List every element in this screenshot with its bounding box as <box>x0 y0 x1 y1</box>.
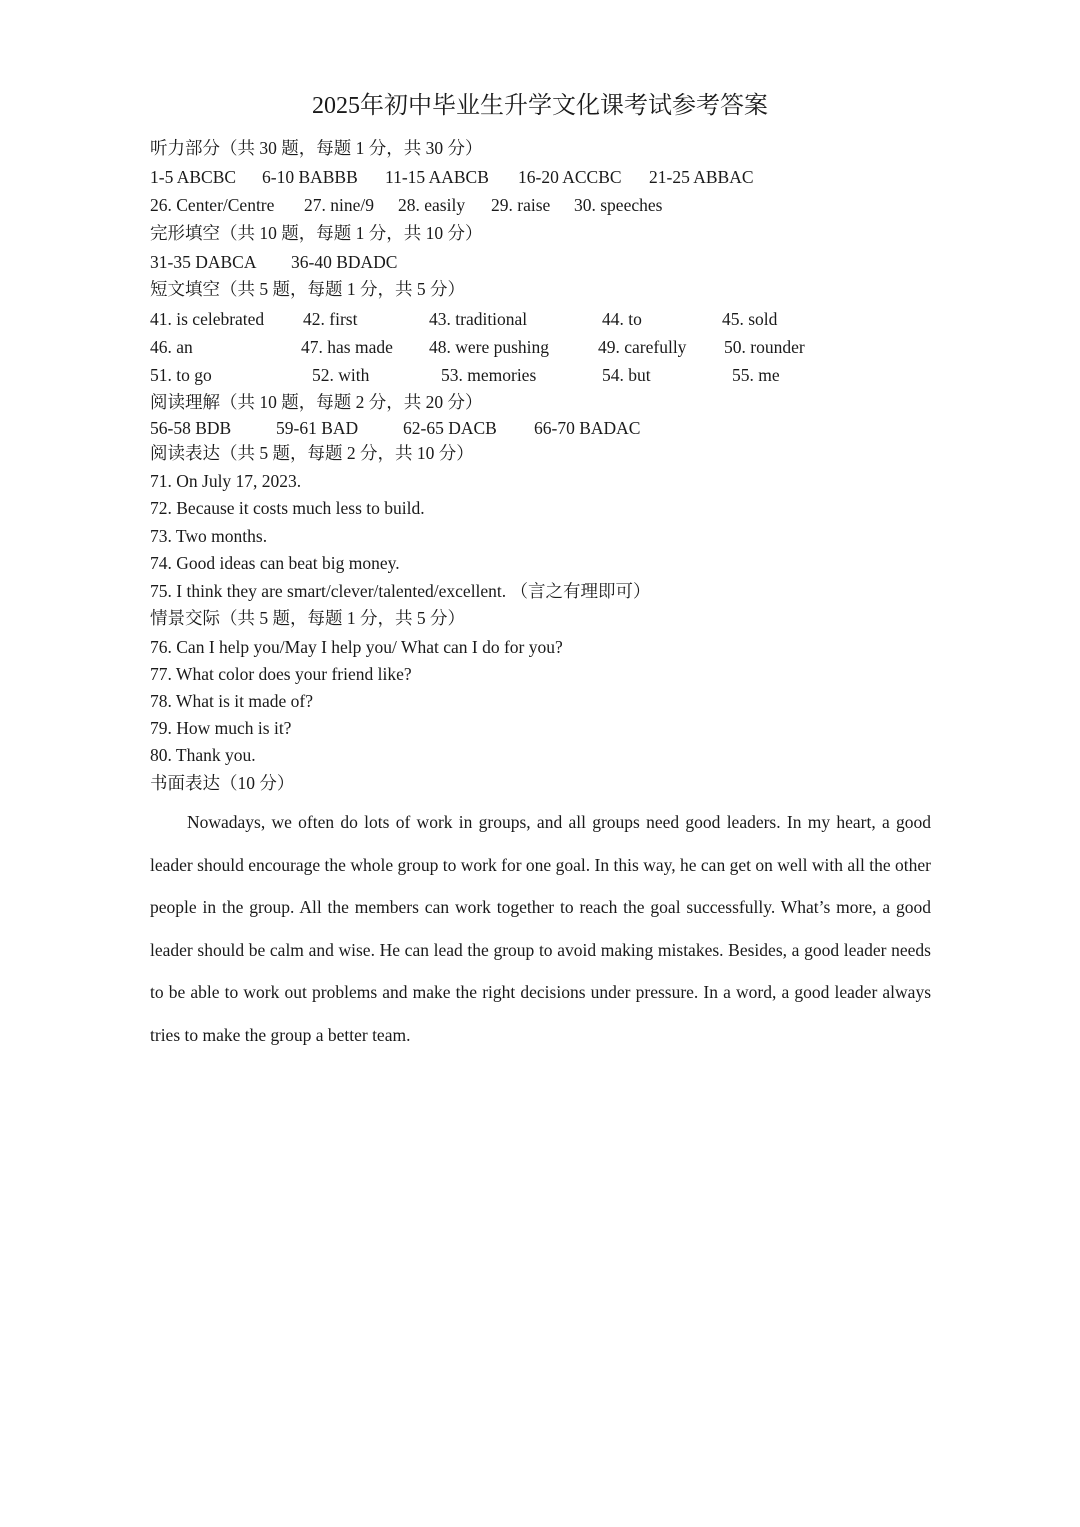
answer-line: 76. Can I help you/May I help you/ What can I do for you? <box>150 637 563 657</box>
answer-item: 26. Center/Centre <box>150 195 275 215</box>
answer-item: 51. to go <box>150 365 212 385</box>
answer-item: 53. memories <box>441 365 537 385</box>
answer-line: 71. On July 17, 2023. <box>150 471 302 491</box>
answer-item: 43. traditional <box>429 309 528 329</box>
section-heading-writing: 书面表达（10 分） <box>150 773 295 793</box>
answer-line: 72. Because it costs much less to build. <box>150 498 425 518</box>
answer-item: 47. has made <box>301 337 393 357</box>
answer-group: 6-10 BABBB <box>262 167 358 187</box>
section-heading-passage-fill: 短文填空（共 5 题，每题 1 分，共 5 分） <box>150 279 465 299</box>
answer-line: 73. Two months. <box>150 526 268 546</box>
answer-line: 80. Thank you. <box>150 745 256 765</box>
answer-line: 75. I think they are smart/clever/talented/excellent. （言之有理即可） <box>150 581 651 601</box>
answer-item: 41. is celebrated <box>150 309 265 329</box>
answer-group: 59-61 BAD <box>276 418 359 438</box>
answer-item: 55. me <box>732 365 780 385</box>
answer-item: 27. nine/9 <box>304 195 374 215</box>
answer-item: 54. but <box>602 365 651 385</box>
section-heading-reading: 阅读理解（共 10 题，每题 2 分，共 20 分） <box>150 392 483 412</box>
answer-item: 28. easily <box>398 195 466 215</box>
answer-group: 62-65 DACB <box>403 418 497 438</box>
answer-group: 66-70 BADAC <box>534 418 641 438</box>
section-heading-cloze: 完形填空（共 10 题，每题 1 分，共 10 分） <box>150 223 483 243</box>
answer-line: 78. What is it made of? <box>150 691 313 711</box>
answer-item: 50. rounder <box>724 337 805 357</box>
answer-item: 46. an <box>150 337 193 357</box>
answer-item: 30. speeches <box>574 195 663 215</box>
answer-line: 77. What color does your friend like? <box>150 664 412 684</box>
answer-item: 29. raise <box>491 195 551 215</box>
answer-line: 74. Good ideas can beat big money. <box>150 553 400 573</box>
answer-group: 1-5 ABCBC <box>150 167 237 187</box>
answer-group: 21-25 ABBAC <box>649 167 754 187</box>
section-heading-listening: 听力部分（共 30 题，每题 1 分，共 30 分） <box>150 138 483 158</box>
model-essay: Nowadays, we often do lots of work in groups, and all groups need good leaders. In my heart, a good leader should encourage the whole group to work for one goal. In this way, he can get on well with all the other people in the group. All the members can work together to reach the goal successfully. What’s more, a good leader should be calm and wise. He can lead the group to avoid making mistakes. Besides, a good leader needs to be able to work out problems and make the right decisions under pressure. In a word, a good leader always tries to make the group a better team. <box>150 812 931 1045</box>
page-title: 2025年初中毕业生升学文化课考试参考答案 <box>312 93 768 119</box>
answer-group: 56-58 BDB <box>150 418 232 438</box>
answer-item: 48. were pushing <box>429 337 550 357</box>
answer-item: 49. carefully <box>598 337 687 357</box>
answer-group: 16-20 ACCBC <box>518 167 622 187</box>
answer-item: 44. to <box>602 309 642 329</box>
answer-group: 36-40 BDADC <box>291 252 398 272</box>
answer-group: 31-35 DABCA <box>150 252 257 272</box>
answer-group: 11-15 AABCB <box>385 167 489 187</box>
answer-line: 79. How much is it? <box>150 718 292 738</box>
section-heading-situational: 情景交际（共 5 题，每题 1 分，共 5 分） <box>150 608 465 628</box>
section-heading-reading-expression: 阅读表达（共 5 题，每题 2 分，共 10 分） <box>150 443 474 463</box>
answer-item: 42. first <box>303 309 358 329</box>
answer-item: 52. with <box>312 365 370 385</box>
answer-item: 45. sold <box>722 309 778 329</box>
